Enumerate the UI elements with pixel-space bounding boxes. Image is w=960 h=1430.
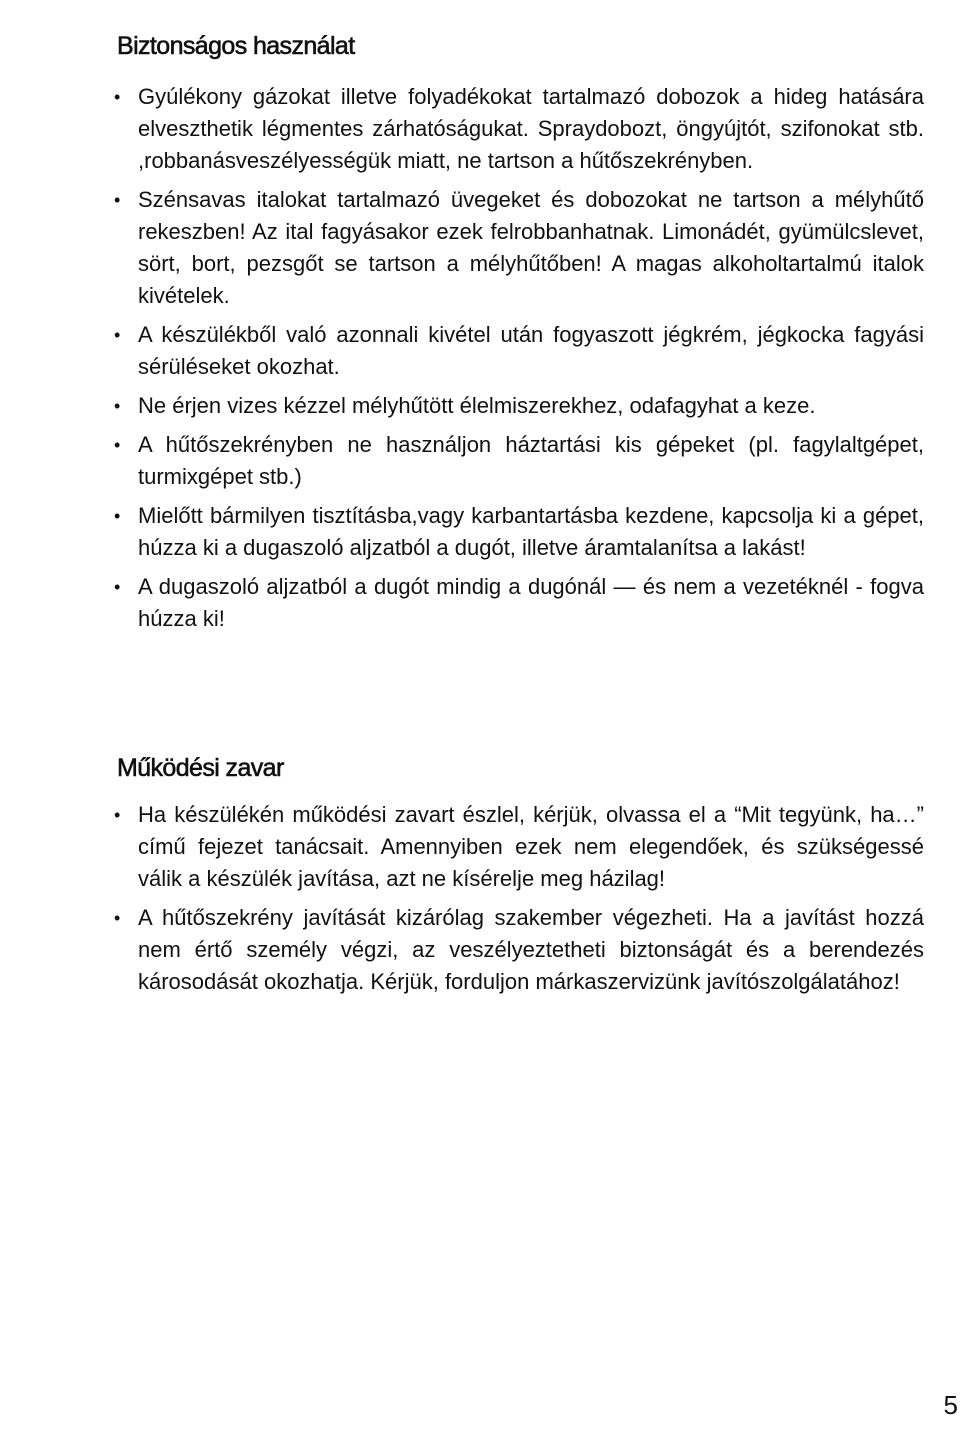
bullet-icon: •: [114, 805, 121, 825]
list-item-text: Ne érjen vizes kézzel mélyhűtött élelmiszerekhez, odafagyhat a keze.: [138, 393, 816, 418]
list-item: [112, 500, 924, 564]
page-number: 5: [943, 1390, 958, 1420]
list-item: [112, 184, 924, 312]
list-item: [112, 571, 924, 635]
list-item-text: Gyúlékony gázokat illetve folyadékokat tartalmazó dobozok a hideg hatására elveszthetik légmentes zárhatóságukat. Spraydobozt, öngyújtót, szifonokat stb. ,robbanásveszélyességük miatt, ne tartson a hűtőszekrényben.: [138, 84, 924, 173]
list-item-text: A hűtőszekrény javítását kizárólag szakember végezheti. Ha a javítást hozzá nem értő személy végzi, az veszélyeztetheti biztonságát és a berendezés károsodását okozhatja. Kérjük, forduljon márkaszervizünk javítószolgálatához!: [138, 905, 924, 994]
bullet-icon: •: [114, 190, 121, 210]
section-title-safe-use: Biztonságos használat: [117, 32, 355, 60]
bullet-icon: •: [114, 435, 121, 455]
list-item: [112, 902, 924, 998]
malfunction-list: [112, 799, 924, 1005]
list-item: [112, 799, 924, 895]
list-item: [112, 429, 924, 493]
bullet-icon: •: [114, 87, 121, 107]
list-item-text: A hűtőszekrényben ne használjon háztartási kis gépeket (pl. fagylaltgépet, turmixgépet stb.): [138, 432, 924, 489]
section-title-malfunction: Működési zavar: [117, 754, 284, 782]
list-item-text: A dugaszoló aljzatból a dugót mindig a dugónál — és nem a vezetéknél - fogva húzza ki!: [138, 574, 924, 631]
list-item-text: Ha készülékén működési zavart észlel, kérjük, olvassa el a “Mit tegyünk, ha…” című fejezet tanácsait. Amennyiben ezek nem elegendőek, és szükségessé válik a készülék javítása, azt ne kísérelje meg házilag!: [138, 802, 924, 891]
list-item-text: Mielőtt bármilyen tisztításba,vagy karbantartásba kezdene, kapcsolja ki a gépet, húzza ki a dugaszoló aljzatból a dugót, illetve áramtalanítsa a lakást!: [138, 503, 924, 560]
list-item-text: Szénsavas italokat tartalmazó üvegeket és dobozokat ne tartson a mélyhűtő rekeszben! Az ital fagyásakor ezek felrobbanhatnak. Limonádét, gyümülcslevet, sört, bort, pezsgőt se tartson a mélyhűtőben! A magas alkoholtartalmú italok kivételek.: [138, 187, 924, 308]
bullet-icon: •: [114, 908, 121, 928]
bullet-icon: •: [114, 577, 121, 597]
list-item: [112, 319, 924, 383]
bullet-icon: •: [114, 396, 121, 416]
bullet-icon: •: [114, 325, 121, 345]
list-item: [112, 390, 924, 422]
list-item-text: A készülékből való azonnali kivétel után fogyaszott jégkrém, jégkocka fagyási sérüléseket okozhat.: [138, 322, 924, 379]
safe-use-list: [112, 81, 924, 642]
bullet-icon: •: [114, 506, 121, 526]
list-item: [112, 81, 924, 177]
